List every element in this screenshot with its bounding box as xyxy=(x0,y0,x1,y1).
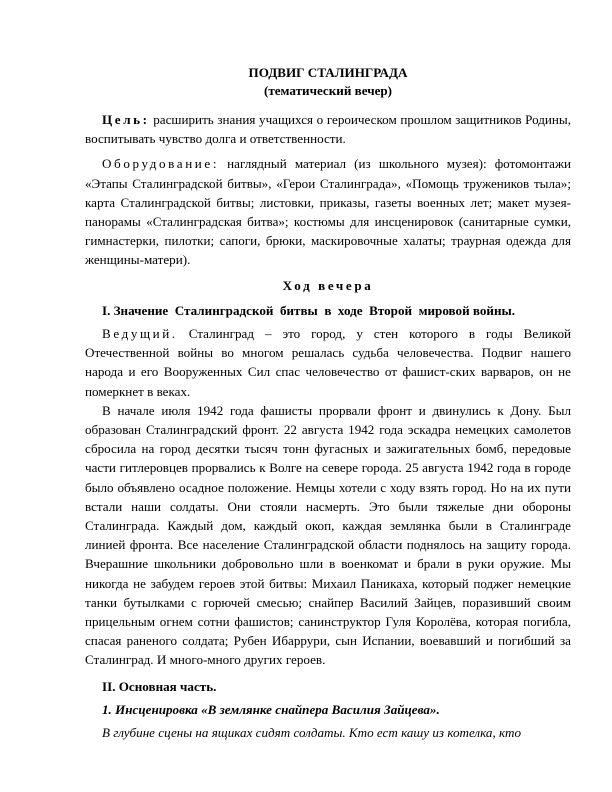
staging-heading: 1. Инсценировка «В землянке снайпера Василия Зайцева». xyxy=(102,701,440,717)
host-text: Сталинград – это город, у стен которого в годы Великой Отечественной войны во многом решалась судьба человечества. Подвиг нашего народа и его Вооруженных Сил спас человечество от фашист-ских варваров, он не померкнет в веках. xyxy=(85,326,571,399)
history-paragraph: В начале июля 1942 года фашисты прорвали фронт и двинулись к Дону. Был образован Сталинградский фронт. 22 августа 1942 года эскадра немецких самолетов сбросила на город десятки тысяч тонн фугасных и зажигательных бомб, передовые части гитлеровцев прорвались к Волге на севере города. 25 августа 1942 года в городе было объявлено осадное положение. Немцы хотели с ходу взять город. Но на их пути встали наши солдаты. Они стояли насмерть. Это были тяжелые дни обороны Сталинграда. Каждый дом, каждый окоп, каждая землянка были в Сталинграде линией фронта. Все население Сталинградской области поднялось на защиту города. Вчерашние школьники добровольно шли в военкомат и брали в руки оружие. Мы никогда не забудем героев этой битвы: Михаил Паникаха, который поджег немецкие танки бутылками с горючей смесью; снайпер Василий Зайцев, поразивший своим прицельным огнем сотни фашистов; санинструктор Гуля Королёва, которая погибла, спасая раненого солдата; Рубен Ибаррури, сын Испании, воевавший и погибший за Сталинград. И много-много других героев. xyxy=(85,402,571,668)
goal-paragraph xyxy=(85,110,571,148)
document-title: ПОДВИГ СТАЛИНГРАДА xyxy=(248,65,408,80)
equipment-text: наглядный материал (из школьного музея): фотомонтажи «Этапы Сталинградской битвы», «Герои Сталинграда», «Помощь тружеников тыла»; карта Сталинградской битвы; листовки, приказы, газеты военных лет; макет музея-панорамы «Сталинградская битва»; костюмы для инсценировок (санитарные сумки, гимнастерки, пилотки; сапоги, брюки, маскировочные халаты; траурная одежда для женщины-матери). xyxy=(85,156,571,268)
document-subtitle: (тематический вечер) xyxy=(263,83,393,98)
section-2-heading: II. Основная часть. xyxy=(102,678,217,694)
document-page xyxy=(85,64,571,742)
host-label: Ведущий. xyxy=(102,326,178,342)
course-heading: Ход вечера xyxy=(282,277,374,293)
host-paragraph xyxy=(85,324,571,401)
section-1-heading: I. Значение Сталинградской битвы в ходе Второй мировой войны. xyxy=(102,302,516,318)
equipment-paragraph xyxy=(85,154,571,269)
goal-label: Цель: xyxy=(102,112,150,127)
equipment-label: Оборудование: xyxy=(102,156,220,172)
stage-direction: В глубине сцены на ящиках сидят солдаты. Кто ест кашу из котелка, кто xyxy=(102,725,521,741)
goal-text: расширить знания учащихся о героическом прошлом защитников Родины, воспитывать чувство долга и ответственности. xyxy=(85,112,571,147)
